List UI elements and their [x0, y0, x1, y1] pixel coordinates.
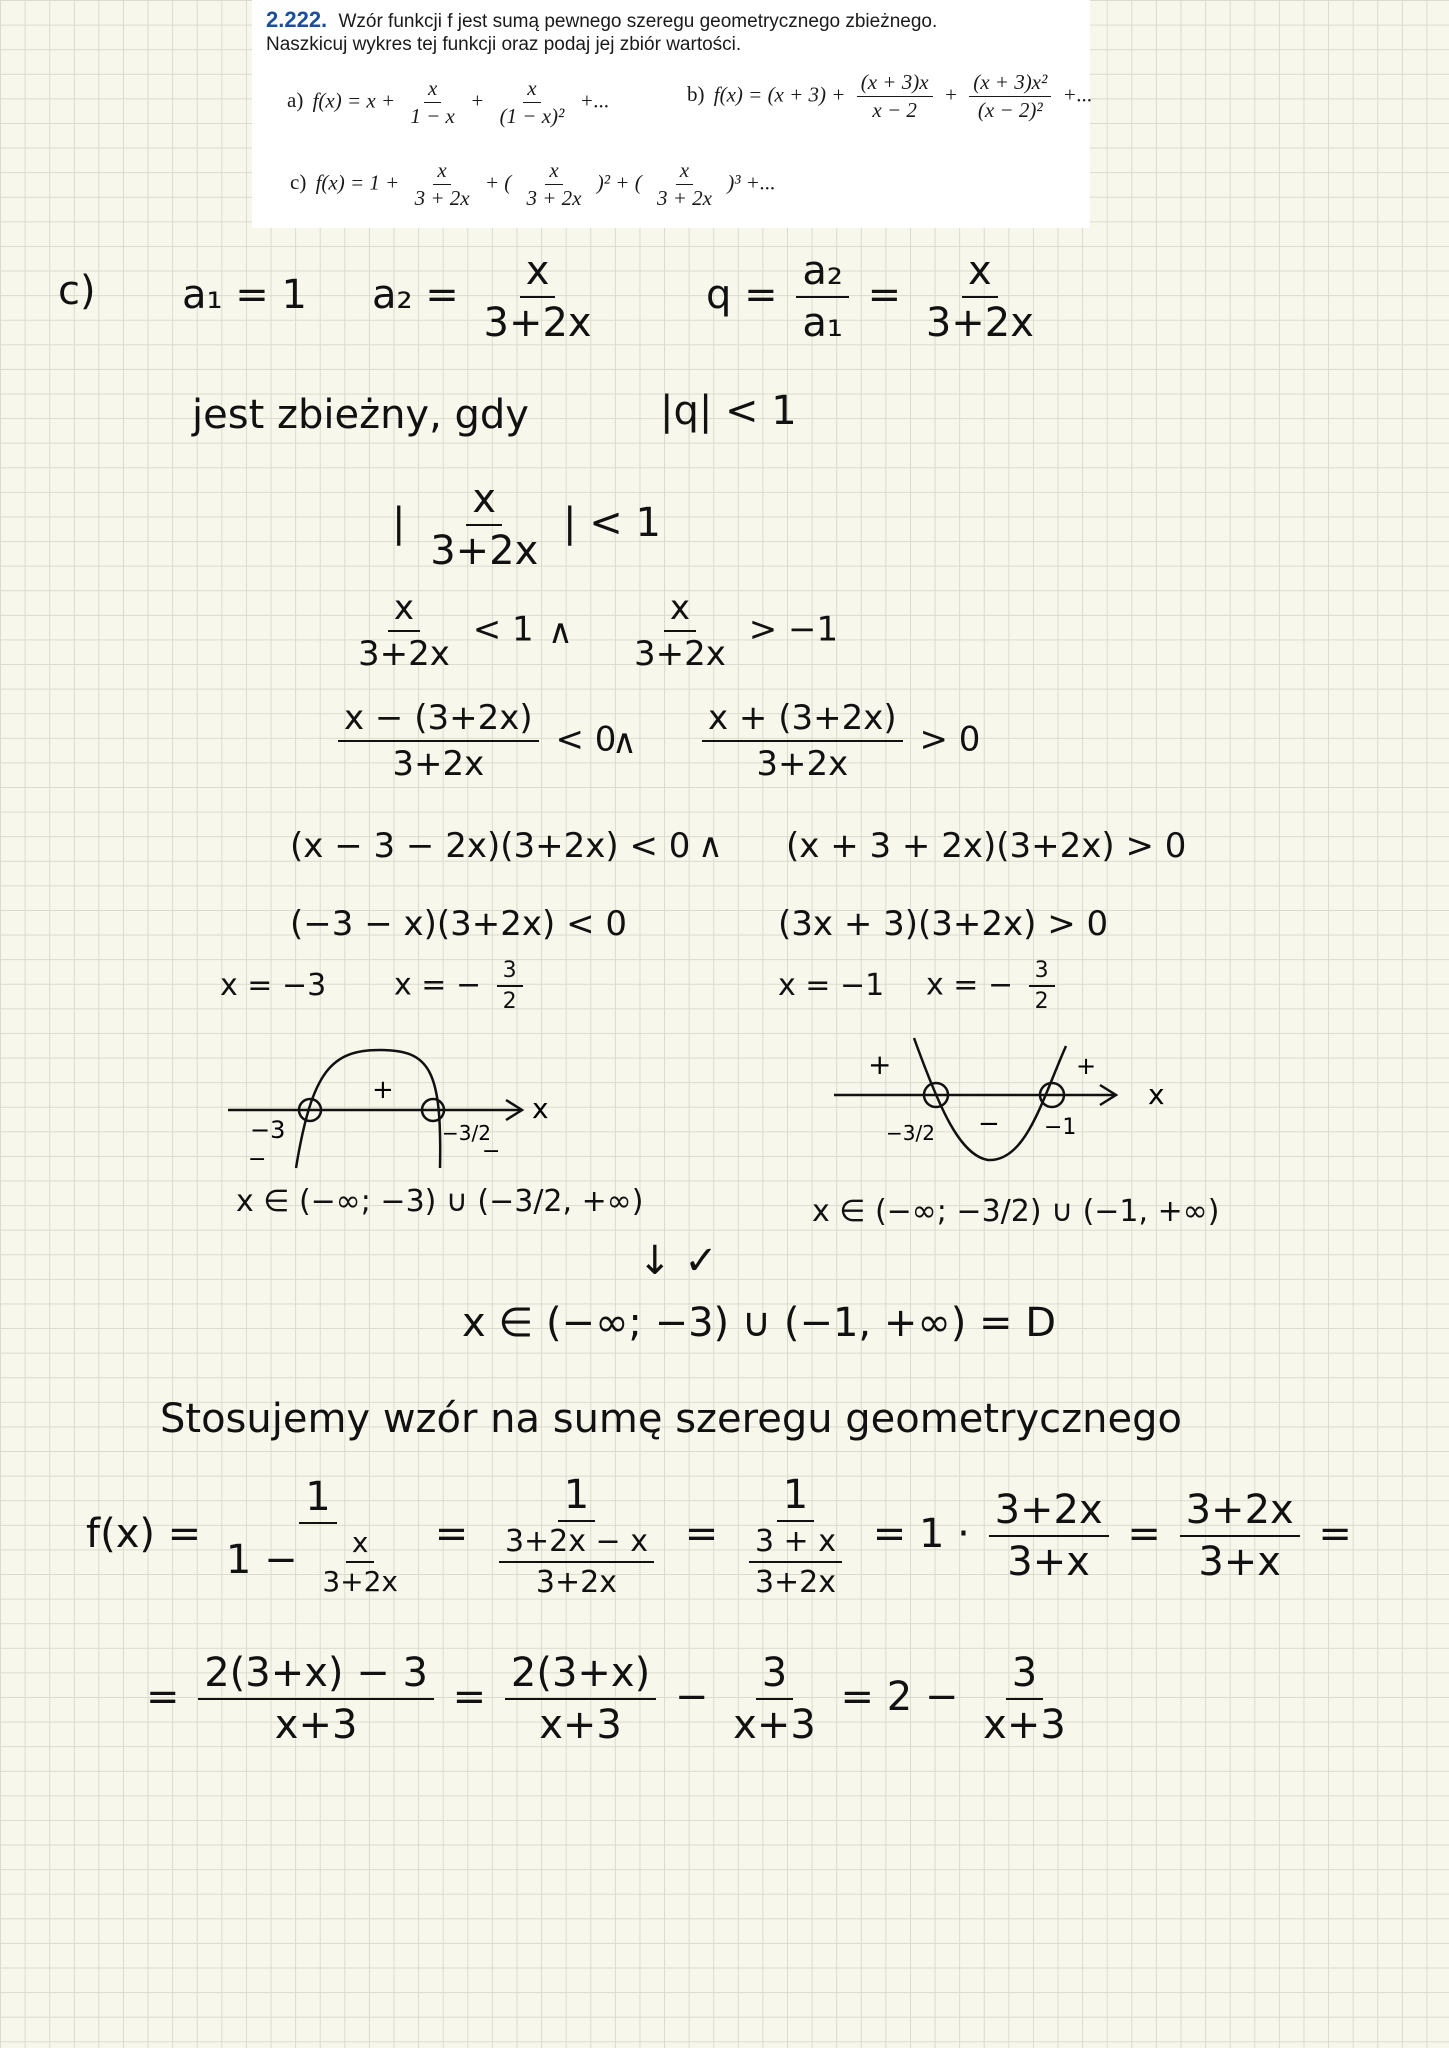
a2-lhs: a₂ =: [372, 272, 459, 318]
g1-num: 2(3+x) − 3: [198, 1650, 434, 1700]
ineq1-num: x: [388, 588, 420, 632]
sketch-right-axis-label: x: [1148, 1078, 1165, 1111]
and-symbol-2: ∧: [612, 722, 637, 762]
f2-den: [487, 1522, 666, 1600]
series-b-term2: [969, 70, 1051, 123]
f2-den-den: 3+2x: [535, 1565, 617, 1600]
f3-den: [737, 1522, 854, 1600]
f5-den: 3+x: [1198, 1539, 1281, 1585]
series-b-term2-num: (x + 3)x²: [969, 70, 1051, 97]
ineq1-den: 3+2x: [358, 634, 450, 674]
step2-left-fraction: [338, 698, 539, 784]
abs-close: | < 1: [563, 500, 661, 546]
root-left-2-prefix: x = −: [394, 967, 482, 1003]
a2-term: [372, 248, 604, 346]
series-c-term3-den: 3 + 2x: [656, 186, 712, 210]
sketch-left-sign-plus: +: [372, 1075, 394, 1105]
domain-result: x ∈ (−∞; −3) ∪ (−1, +∞) = D: [462, 1300, 1057, 1346]
step2-right-rel: > 0: [919, 719, 981, 760]
formula-intro-text: Stosujemy wzór na sumę szeregu geometrycznego: [160, 1396, 1182, 1442]
root-left-1: x = −3: [220, 968, 327, 1003]
series-c-label: c): [290, 170, 307, 195]
sketch-left-root1-label: −3: [250, 1116, 286, 1144]
g3-num: 3: [756, 1650, 793, 1700]
series-a-term2-den: (1 − x)²: [499, 104, 565, 128]
f1-fraction: [220, 1474, 416, 1598]
g2-num: 2(3+x): [505, 1650, 656, 1700]
root-right-2: [926, 958, 1061, 1014]
root-right-2-fraction: [1029, 958, 1055, 1014]
sketch-right-sign-minus: −: [978, 1109, 1000, 1139]
f1-den-den: 3+2x: [322, 1565, 398, 1598]
convergence-text: jest zbieżny, gdy: [192, 392, 529, 438]
g4-expression: = 2 −: [840, 1674, 959, 1720]
ineq2-den: 3+2x: [634, 634, 726, 674]
sketch-right-parabola: [914, 1038, 1066, 1160]
f5-fraction: [1180, 1487, 1300, 1585]
ineq1-rel: < 1: [472, 609, 534, 650]
simplification: [146, 1650, 1078, 1748]
series-b: [687, 70, 1092, 123]
f3-num: 1: [777, 1472, 814, 1522]
f5-num: 3+2x: [1180, 1487, 1300, 1537]
eq-1: =: [434, 1511, 469, 1557]
q-fraction-2: [920, 248, 1040, 346]
a2-fraction: [478, 248, 598, 346]
step2-left-den: 3+2x: [392, 744, 485, 784]
step2-right-den: 3+2x: [756, 744, 849, 784]
root-right-2-num: 3: [1029, 958, 1055, 987]
f4-prefix: = 1 ·: [872, 1511, 970, 1557]
q-fraction-1: [796, 248, 849, 346]
step3-right: (x + 3 + 2x)(3+2x) > 0: [786, 826, 1187, 866]
g5-den: x+3: [983, 1702, 1066, 1748]
f3-den-fraction: [749, 1524, 842, 1600]
sketch-left-root2-label: −3/2: [442, 1121, 491, 1145]
root-left-2-num: 3: [497, 958, 523, 987]
sketch-right-root2-label: −1: [1044, 1115, 1077, 1140]
convergence-condition: |q| < 1: [660, 388, 797, 434]
series-c: [290, 158, 776, 211]
series-c-term2-prefix: + (: [484, 170, 512, 195]
intersection-arrows: ↓ ✓: [638, 1238, 718, 1284]
step3-left: (x − 3 − 2x)(3+2x) < 0: [290, 826, 691, 866]
problem-text-line2: Naszkicuj wykres tej funkcji oraz podaj jej zbiór wartości.: [266, 34, 742, 55]
q-ratio: [706, 248, 1046, 346]
f-lhs: f(x) =: [86, 1511, 202, 1557]
f1-den-fraction: [316, 1526, 404, 1598]
series-a-label: a): [287, 88, 304, 113]
series-a-term1-num: x: [424, 76, 441, 103]
ineq2-rel: > −1: [748, 609, 839, 650]
sketch-right-sign-plus-2: +: [1076, 1052, 1097, 1080]
solution-set-left: x ∈ (−∞; −3) ∪ (−3/2, +∞): [236, 1184, 644, 1219]
f3-den-num: 3 + x: [749, 1524, 842, 1563]
series-b-term1: [857, 70, 933, 123]
f1-den-prefix: 1 −: [225, 1537, 298, 1583]
root-right-1: x = −1: [778, 968, 885, 1003]
root-left-2-fraction: [497, 958, 523, 1014]
g2-den: x+3: [539, 1702, 622, 1748]
part-label: c): [58, 268, 96, 314]
abs-num: x: [466, 476, 502, 526]
series-c-term3: [653, 158, 716, 211]
g-minus: −: [674, 1674, 709, 1720]
solution-set-right: x ∈ (−∞; −3/2) ∪ (−1, +∞): [812, 1194, 1220, 1229]
series-c-term2: [522, 158, 585, 211]
sign-sketch-left: [220, 1040, 580, 1180]
sketch-left-sign-minus-1: −: [248, 1147, 267, 1172]
step2-left-num: x − (3+2x): [338, 698, 539, 742]
series-c-term2-num: x: [545, 158, 562, 185]
step4-right: (3x + 3)(3+2x) > 0: [778, 904, 1109, 944]
ineq2-fraction: [628, 588, 732, 674]
series-a-plus: +: [470, 88, 485, 113]
abs-inequality: [392, 476, 661, 574]
and-symbol-1: ∧: [548, 612, 573, 652]
ineq1-fraction: [352, 588, 456, 674]
f1-den: [220, 1524, 416, 1598]
a1-term: a₁ = 1: [182, 272, 307, 318]
g3-fraction: [727, 1650, 822, 1748]
f3-den-den: 3+2x: [754, 1565, 837, 1600]
series-a-lhs: f(x) = x +: [312, 88, 396, 113]
f4-den: 3+x: [1007, 1539, 1090, 1585]
series-a-term2: [496, 76, 569, 129]
f2-num: 1: [558, 1472, 595, 1522]
step2-right-num: x + (3+2x): [702, 698, 903, 742]
g2-fraction: [505, 1650, 656, 1748]
root-left-2-den: 2: [502, 989, 517, 1014]
q-den1: a₁: [802, 300, 843, 346]
g1-den: x+3: [274, 1702, 358, 1748]
sum-derivation: [86, 1472, 1352, 1600]
series-c-term3-num: x: [676, 158, 693, 185]
series-c-term1-num: x: [433, 158, 450, 185]
g5-num: 3: [1006, 1650, 1043, 1700]
q-eq: =: [867, 272, 902, 318]
root-right-2-den: 2: [1034, 989, 1049, 1014]
f2-fraction: [487, 1472, 666, 1600]
eq-2: =: [684, 1511, 719, 1557]
step2-right-fraction: [702, 698, 903, 784]
f4-num: 3+2x: [989, 1487, 1109, 1537]
f2-den-num: 3+2x − x: [499, 1524, 654, 1563]
series-b-label: b): [687, 82, 705, 107]
sketch-right-root1-label: −3/2: [886, 1121, 935, 1145]
q-lhs: q =: [706, 272, 778, 318]
f2-den-fraction: [499, 1524, 654, 1600]
series-b-term1-den: x − 2: [872, 98, 917, 122]
sketch-left-sign-minus-2: −: [482, 1139, 501, 1164]
series-a-term1-den: 1 − x: [410, 104, 455, 128]
abs-den: 3+2x: [430, 528, 539, 574]
q-num2: x: [962, 248, 998, 298]
abs-open: |: [392, 500, 406, 546]
series-c-term3-suffix: )³: [727, 170, 741, 195]
step2-left-rel: < 0: [555, 719, 617, 760]
series-b-lhs: f(x) = (x + 3) +: [713, 82, 846, 107]
series-a: [287, 76, 610, 129]
a2-den: 3+2x: [483, 300, 592, 346]
split-inequality-left: [346, 588, 534, 674]
series-c-term1-den: 3 + 2x: [414, 186, 470, 210]
problem-text-line1: Wzór funkcji f jest sumą pewnego szeregu geometrycznego zbieżnego.: [338, 11, 938, 32]
sketch-right-sign-plus-1: +: [868, 1048, 892, 1081]
f3-fraction: [737, 1472, 854, 1600]
series-b-term1-num: (x + 3)x: [857, 70, 933, 97]
root-left-2: [394, 958, 529, 1014]
sketch-left-axis-label: x: [532, 1092, 549, 1125]
series-c-term1: [411, 158, 474, 211]
step4-left: (−3 − x)(3+2x) < 0: [290, 904, 628, 944]
ineq2-num: x: [664, 588, 696, 632]
eq-6: =: [452, 1674, 487, 1720]
and-symbol-3: ∧: [698, 826, 723, 866]
eq-5: =: [146, 1674, 180, 1720]
series-c-term3-prefix: (: [634, 170, 642, 195]
problem-number: 2.222.: [266, 7, 328, 32]
series-c-tail: +...: [745, 170, 776, 195]
q-den2: 3+2x: [925, 300, 1034, 346]
sign-sketch-right: [830, 1030, 1190, 1180]
series-b-plus: +: [943, 82, 958, 107]
step2-left: [332, 698, 616, 784]
q-num1: a₂: [796, 248, 849, 298]
series-a-term2-num: x: [523, 76, 540, 103]
g1-fraction: [198, 1650, 434, 1748]
split-inequality-right: [622, 588, 838, 674]
series-a-tail: +...: [579, 88, 610, 113]
eq-3: =: [1127, 1511, 1161, 1557]
f4-fraction: [989, 1487, 1109, 1585]
root-right-2-prefix: x = −: [926, 967, 1014, 1003]
series-b-tail: +...: [1062, 82, 1093, 107]
series-c-term2-suffix: )² +: [596, 170, 630, 195]
series-c-term2-den: 3 + 2x: [526, 186, 582, 210]
a2-num: x: [520, 248, 556, 298]
step2-right: [696, 698, 980, 784]
series-a-term1: [406, 76, 459, 129]
g5-fraction: [977, 1650, 1072, 1748]
problem-header: [266, 8, 1076, 34]
series-b-term2-den: (x − 2)²: [977, 98, 1043, 122]
f1-num: 1: [299, 1474, 336, 1524]
abs-fraction: [424, 476, 544, 574]
series-c-lhs: f(x) = 1 +: [315, 170, 400, 195]
f1-den-num: x: [346, 1526, 375, 1563]
eq-4: =: [1318, 1511, 1352, 1557]
g3-den: x+3: [733, 1702, 816, 1748]
